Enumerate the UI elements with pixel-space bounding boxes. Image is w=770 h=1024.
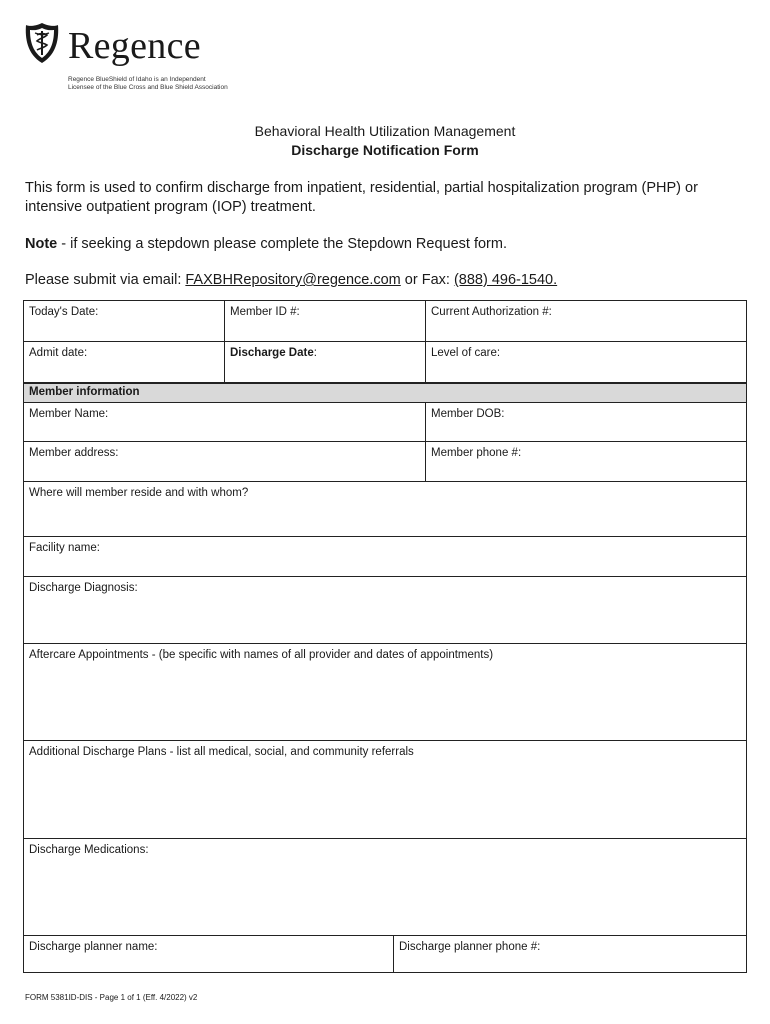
additional-discharge-plans-field[interactable]: Additional Discharge Plans - list all medical, social, and community referrals <box>29 746 414 758</box>
discharge-date-label: Discharge Date <box>230 347 314 359</box>
form-title-block <box>0 122 770 160</box>
submit-fax-number[interactable]: (888) 496-1540. <box>453 272 558 288</box>
current-authorization-field[interactable]: Current Authorization #: <box>431 306 552 318</box>
submit-prefix: Please submit via email: <box>25 272 186 288</box>
member-dob-field[interactable]: Member DOB: <box>431 408 505 420</box>
table-row <box>23 740 747 838</box>
submit-middle: or Fax: <box>400 272 454 288</box>
discharge-planner-phone-field[interactable]: Discharge planner phone #: <box>399 941 541 953</box>
submit-email-link[interactable]: FAXBHRepository@regence.com <box>185 272 401 288</box>
tagline-line-2: Licensee of the Blue Cross and Blue Shield Association <box>68 84 228 91</box>
brand-name: Regence <box>68 25 201 67</box>
form-subtitle: Discharge Notification Form <box>291 142 479 158</box>
table-row <box>23 441 747 481</box>
table-row <box>23 576 747 643</box>
table-row <box>23 935 747 973</box>
member-address-field[interactable]: Member address: <box>24 442 426 481</box>
note-text <box>25 235 747 254</box>
form-footer: FORM 5381ID-DIS - Page 1 of 1 (Eff. 4/2022) v2 <box>25 993 198 1002</box>
intro-text: This form is used to confirm discharge from inpatient, residential, partial hospitalization program (PHP) or intensive outpatient program (IOP) treatment. <box>25 180 698 215</box>
discharge-diagnosis-field[interactable]: Discharge Diagnosis: <box>29 582 138 594</box>
table-row <box>23 402 747 441</box>
table-row <box>23 536 747 576</box>
member-phone-field[interactable]: Member phone #: <box>431 447 522 459</box>
discharge-date-field[interactable] <box>225 342 426 382</box>
letterhead <box>24 22 344 102</box>
discharge-medications-field[interactable]: Discharge Medications: <box>29 844 149 856</box>
table-row <box>23 481 747 536</box>
shield-caduceus-icon <box>24 22 60 64</box>
brand-tagline <box>68 76 328 92</box>
member-information-header: Member information <box>23 382 747 402</box>
admit-date-field[interactable]: Admit date: <box>24 342 225 382</box>
discharge-planner-name-field[interactable]: Discharge planner name: <box>24 936 394 972</box>
note-body: - if seeking a stepdown please complete the Stepdown Request form. <box>57 236 507 252</box>
table-row <box>23 838 747 935</box>
facility-name-field[interactable]: Facility name: <box>29 542 100 554</box>
submit-instructions <box>25 271 747 290</box>
reside-with-whom-field[interactable]: Where will member reside and with whom? <box>29 487 249 499</box>
discharge-form-table <box>23 300 747 973</box>
todays-date-field[interactable]: Today's Date: <box>24 301 225 341</box>
form-title: Behavioral Health Utilization Management <box>254 123 516 139</box>
table-row <box>23 300 747 341</box>
table-row <box>23 341 747 382</box>
member-id-field[interactable]: Member ID #: <box>225 301 426 341</box>
level-of-care-field[interactable]: Level of care: <box>431 347 501 359</box>
note-label: Note <box>25 236 58 252</box>
tagline-line-1: Regence BlueShield of Idaho is an Independent <box>68 76 206 83</box>
member-name-field[interactable]: Member Name: <box>24 403 426 441</box>
discharge-date-colon: : <box>313 347 317 359</box>
table-row <box>23 643 747 740</box>
aftercare-appointments-field[interactable]: Aftercare Appointments - (be specific with names of all provider and dates of appointments) <box>29 649 494 661</box>
